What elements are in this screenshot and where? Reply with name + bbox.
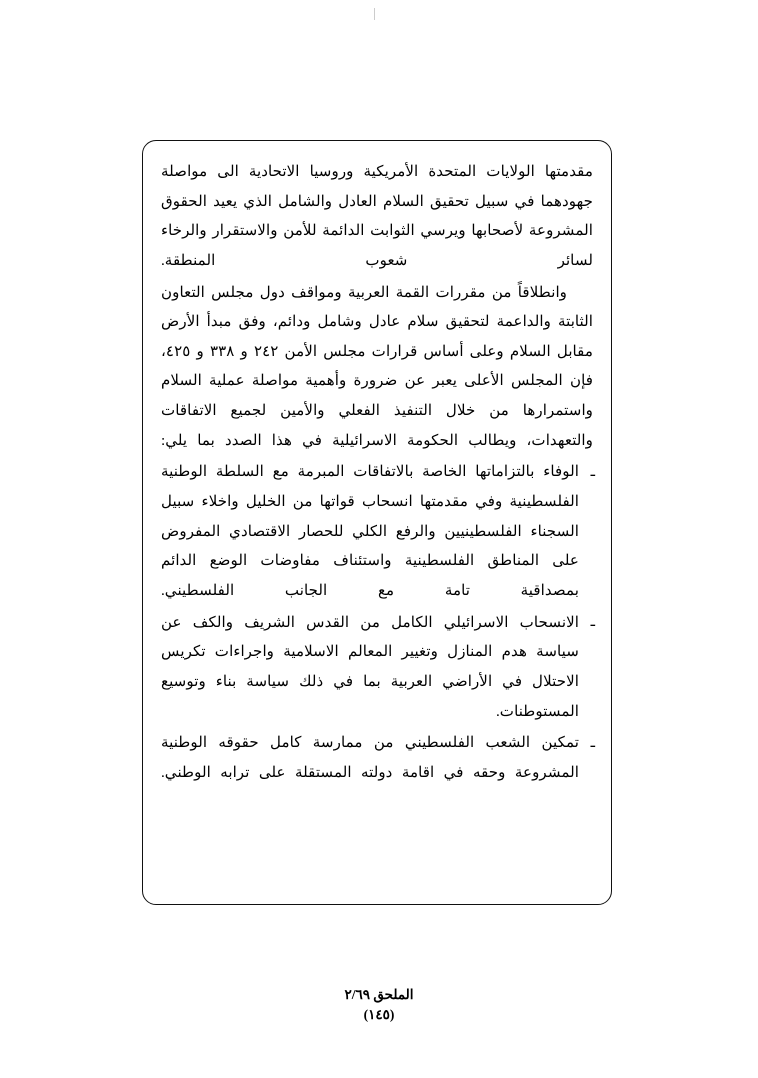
list-item <box>161 728 593 787</box>
annex-label: الملحق ٢/٦٩ <box>344 987 414 1002</box>
paragraph-1: مقدمتها الولايات المتحدة الأمريكية وروسيا الاتحادية الى مواصلة جهودهما في سبيل تحقيق السلام العادل والشامل الذي يعيد الحقوق المشروعة لأصحابها ويرسي الثوابت الدائمة للأمن والاستقرار والرخاء لسائر شعوب المنطقة. <box>161 163 593 269</box>
list-item-text: تمكين الشعب الفلسطيني من ممارسة كامل حقوقه الوطنية المشروعة وحقه في اقامة دولته المستقلة على ترابه الوطني. <box>161 734 579 781</box>
list-item-text: الانسحاب الاسرائيلي الكامل من القدس الشريف والكف عن سياسة هدم المنازل وتغيير المعالم الاسلامية واجراءات تكريس الاحتلال في الأراضي العربية بما في ذلك سياسة بناء وتوسيع المستوطنات. <box>161 613 579 720</box>
dash-marker-icon: ـ <box>590 464 595 481</box>
body-text <box>161 157 593 787</box>
list-item-text: الوفاء بالتزاماتها الخاصة بالاتفاقات المبرمة مع السلطة الوطنية الفلسطينية وفي مقدمتها انسحاب قواتها من الخليل واخلاء سبيل السجناء الفلسطينيين والرفع الكلي للحصار الاقتصادي المفروض على المناطق الفلسطينية واستئناف مفاوضات الوضع الدائم بمصداقية تامة مع الجانب الفلسطيني. <box>161 463 579 599</box>
dash-marker-icon: ـ <box>590 614 595 631</box>
paragraph-2: وانطلاقاً من مقررات القمة العربية ومواقف دول مجلس التعاون الثابتة والداعمة لتحقيق سلام عادل وشامل ودائم، وفق مبدأ الأرض مقابل السلام وعلى أساس قرارات مجلس الأمن ٢٤٢ و ٣٣٨ و ٤٢٥، فإن المجلس الأعلى يعبر عن ضرورة وأهمية مواصلة عملية السلام واستمرارها من خلال التنفيذ الفعلي والأمين لجميع الاتفاقات والتعهدات، ويطالب الحكومة الاسرائيلية في هذا الصدد بما يلي: <box>161 283 593 449</box>
dash-marker-icon: ـ <box>590 734 595 751</box>
text-frame <box>142 140 612 905</box>
page-footer <box>0 985 758 1026</box>
top-center-tick-mark <box>374 8 375 20</box>
demands-list <box>161 457 593 787</box>
page-number: (١٤٥) <box>363 1007 395 1023</box>
list-item <box>161 608 593 727</box>
list-item <box>161 457 593 605</box>
